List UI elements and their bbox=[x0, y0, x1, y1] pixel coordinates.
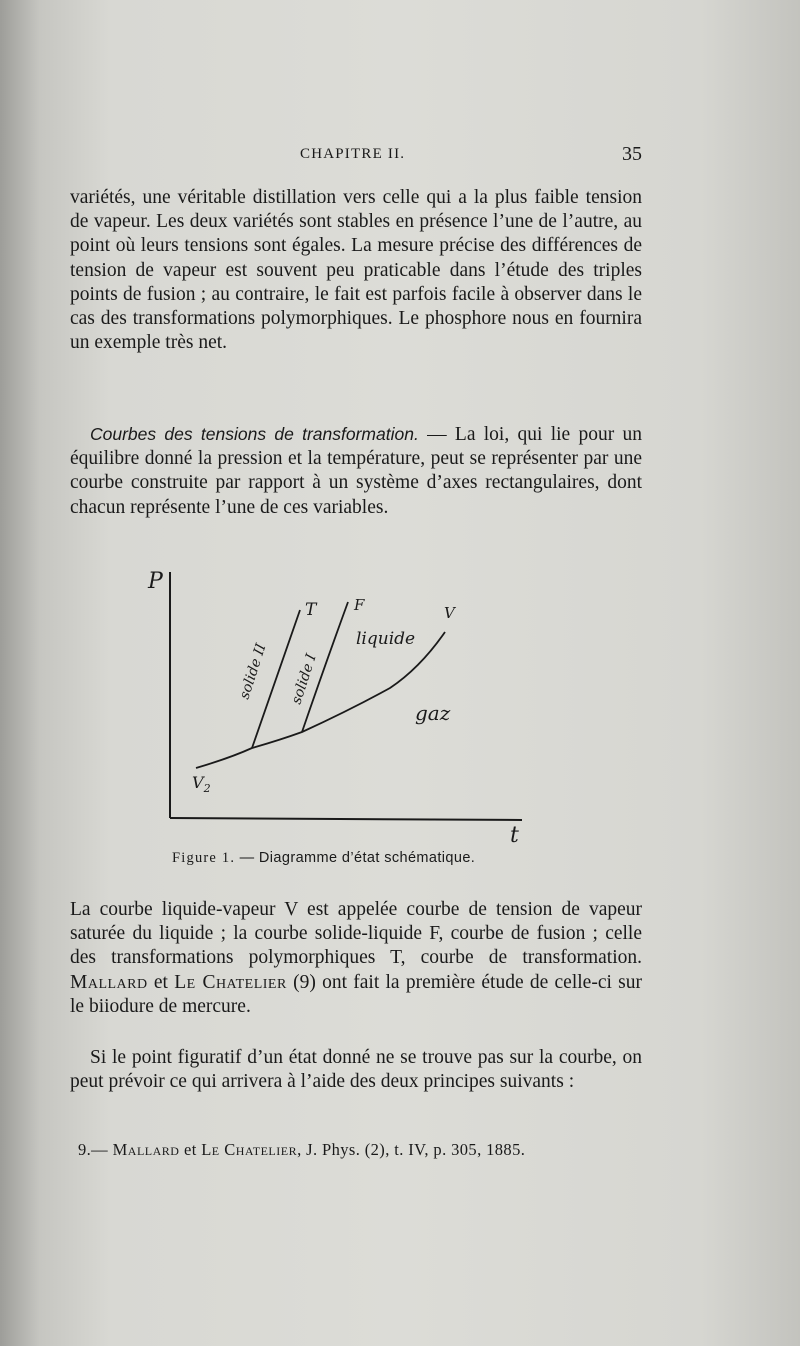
x-axis bbox=[170, 818, 522, 820]
caption-text: — Diagramme d’état schématique. bbox=[235, 850, 476, 866]
author-mallard: Mallard bbox=[70, 971, 148, 993]
footnote-author-mallard: Mallard bbox=[112, 1140, 180, 1159]
paragraph-3 bbox=[70, 898, 642, 1019]
paragraph-2-text: La loi, qui lie pour un équilibre donné la pression et la température, peut se représenter par une courbe construite par rapport à un système d’axes rectangulaires, dont chacun représente l’une de ces variables. bbox=[70, 424, 643, 518]
page-header bbox=[60, 143, 642, 168]
caption-label: Figure 1. bbox=[172, 850, 236, 866]
label-F: F bbox=[354, 596, 365, 614]
figure-caption bbox=[172, 850, 592, 867]
label-liquide: liquide bbox=[356, 629, 416, 649]
paragraph-3-text-a: La courbe liquide-vapeur V est appelée courbe de tension de vapeur saturée du liquide ; la courbe solide-liquide F, courbe de fusion ; celle des transformations polymorphiques T, courbe de transformation. bbox=[70, 899, 642, 969]
heading-dash: — bbox=[418, 424, 455, 445]
y-axis-label: P bbox=[148, 569, 163, 594]
footnote-text-b: , J. Phys. (2), t. IV, p. 305, 1885. bbox=[297, 1140, 526, 1159]
author-le-chatelier: Le Chatelier bbox=[174, 971, 287, 993]
page-number: 35 bbox=[622, 143, 642, 165]
running-head: CHAPITRE II. bbox=[300, 146, 406, 162]
vapor-curve bbox=[196, 632, 445, 768]
paragraph-3-text-b: et bbox=[147, 971, 175, 993]
label-solide-1: solide I bbox=[288, 652, 320, 707]
label-T: T bbox=[305, 600, 317, 620]
paragraph-4: Si le point figuratif d’un état donné ne se trouve pas sur la courbe, on peut prévoir ce qui arrivera à l’aide des deux principes suivants : bbox=[70, 1047, 642, 1093]
footnote-number: 9.— bbox=[78, 1140, 113, 1159]
label-gaz: gaz bbox=[415, 701, 451, 725]
label-solide-2: solide II bbox=[236, 641, 270, 702]
label-V2: $V_2$ bbox=[192, 773, 211, 795]
paragraph-1: variétés, une véritable distillation vers celle qui a la plus faible tension de vapeur. Les deux variétés sont stables en présence l’une de l’autre, au point où leurs tensions sont égales. La mesure précise des différences de tension de vapeur est souvent peu praticable dans l’étude des triples points de fusion ; au contraire, le fait est parfois facile à observer dans le cas des transformations polymorphiques. Le phosphore nous en fournira un exemple très net. bbox=[70, 187, 642, 354]
footnote bbox=[78, 1140, 648, 1160]
transformation-curve bbox=[252, 610, 300, 748]
paragraph-2 bbox=[70, 422, 642, 520]
label-V: V bbox=[444, 604, 455, 622]
phase-diagram bbox=[130, 560, 550, 850]
paragraph-3-text-c: (9) ont fait la première étude de celle-ci sur le biiodure de mercure. bbox=[70, 971, 642, 1017]
footnote-author-le-chatelier: Le Chatelier bbox=[201, 1140, 298, 1159]
phase-diagram-figure bbox=[130, 560, 550, 850]
section-heading: Courbes des tensions de transformation. bbox=[90, 424, 419, 444]
footnote-text-a: et bbox=[179, 1140, 202, 1159]
x-axis-label: t bbox=[510, 823, 519, 848]
